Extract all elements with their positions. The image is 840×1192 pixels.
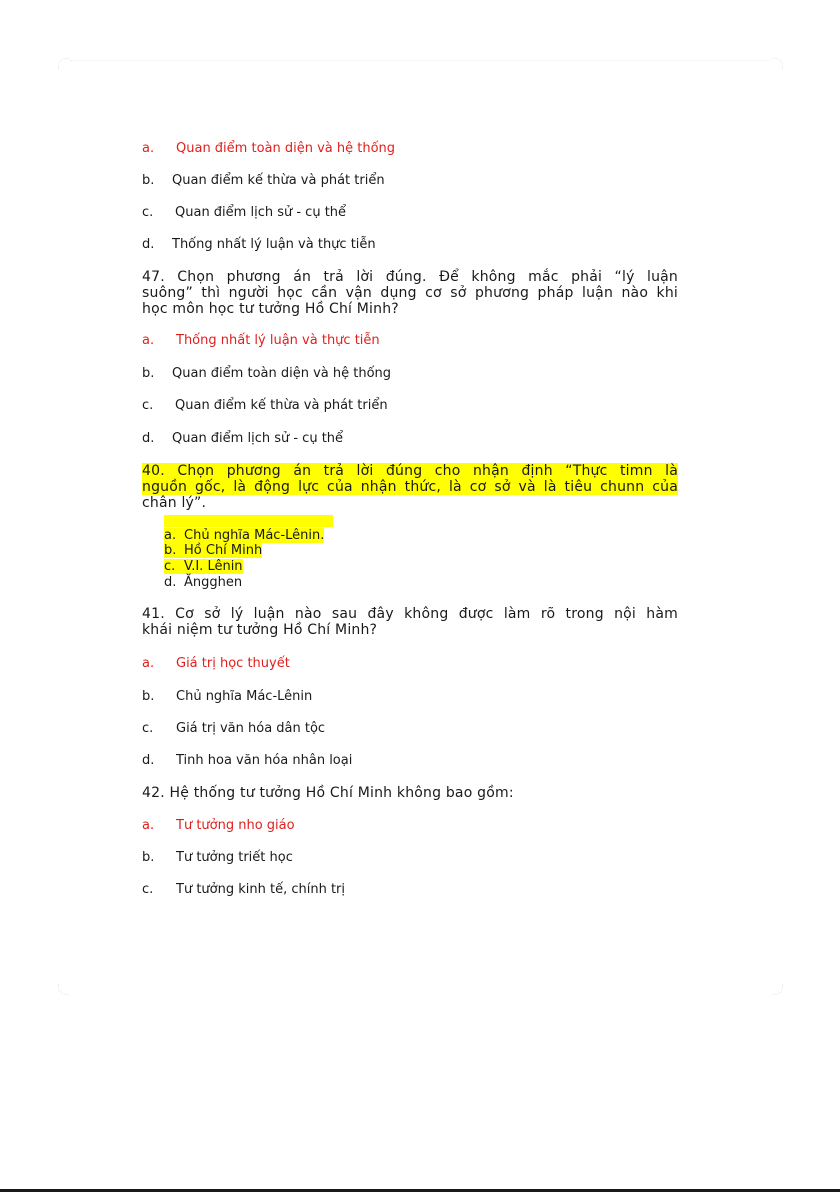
question-41: 41. Cơ sở lý luận nào sau đây không được làm rõ trong nội hàm khái niệm tư tưởng Hồ Chí Minh?: [142, 606, 678, 638]
page-top-border: [70, 60, 770, 61]
crop-mark-top-left: [58, 58, 69, 69]
option-d: d. Ăngghen: [164, 575, 243, 590]
crop-mark-bottom-right: [772, 984, 783, 995]
option-c: c. V.I. Lênin: [164, 559, 243, 574]
question-40: 40. Chọn phương án trả lời đúng cho nhận định “Thực timn là nguồn gốc, là động lực của nhận thức, là cơ sở và là tiêu chunn của chân lý”.: [142, 463, 678, 511]
crop-mark-bottom-left: [58, 984, 69, 995]
crop-mark-top-right: [772, 58, 783, 69]
question-47: 47. Chọn phương án trả lời đúng. Để không mắc phải “lý luận suông” thì người học cần vận dụng cơ sở phương pháp luận nào khi học môn học tư tưởng Hồ Chí Minh?: [142, 269, 678, 317]
option-a: a. Chủ nghĩa Mác-Lênin.: [164, 528, 325, 543]
document-page: a. Quan điểm toàn diện và hệ thống b. Quan điểm kế thừa và phát triển c. Quan điểm lịch sử - cụ thể d. Thống nhất lý luận và thực tiễn 47. Chọn phương án trả lời đúng. Để không mắc phải “lý luận suông” thì người học cần vận dụng cơ sở phương pháp luận nào khi học môn học tư tưởng Hồ Chí Minh? a. Thống nhất lý luận và thực tiễn b. Quan điểm toàn diện và hệ thống c. Quan điểm kế thừa và phát triển d. Quan điểm lịch sử - cụ thể 40. Chọn phương án trả lời đúng cho nhận định “Thực timn là nguồn gốc, là động lực của nhận thức, là cơ sở và là tiêu chunn của chân lý”. a. Chủ nghĩa Mác-Lênin. b. Hồ Chí Minh c. V.I. Lênin d. Ăngghen 41. Cơ sở lý luận nào sau đây không được làm rõ trong nội hàm khái niệm tư tưởng Hồ Chí Minh? a. Giá trị học thuyết b. Chủ nghĩa Mác-Lênin c. Giá trị văn hóa dân tộc d. Tinh hoa văn hóa nhân loại 42. Hệ thống tư tưởng Hồ Chí Minh không bao gồm: a. Tư tưởng nho giáo b. Tư tưởng triết học c. Tư tưởng kinh tế, chính trị: [0, 0, 840, 1192]
highlight-bar: [164, 515, 333, 527]
option-b: b. Hồ Chí Minh: [164, 543, 263, 558]
question-42: 42. Hệ thống tư tưởng Hồ Chí Minh không bao gồm:: [142, 785, 514, 801]
